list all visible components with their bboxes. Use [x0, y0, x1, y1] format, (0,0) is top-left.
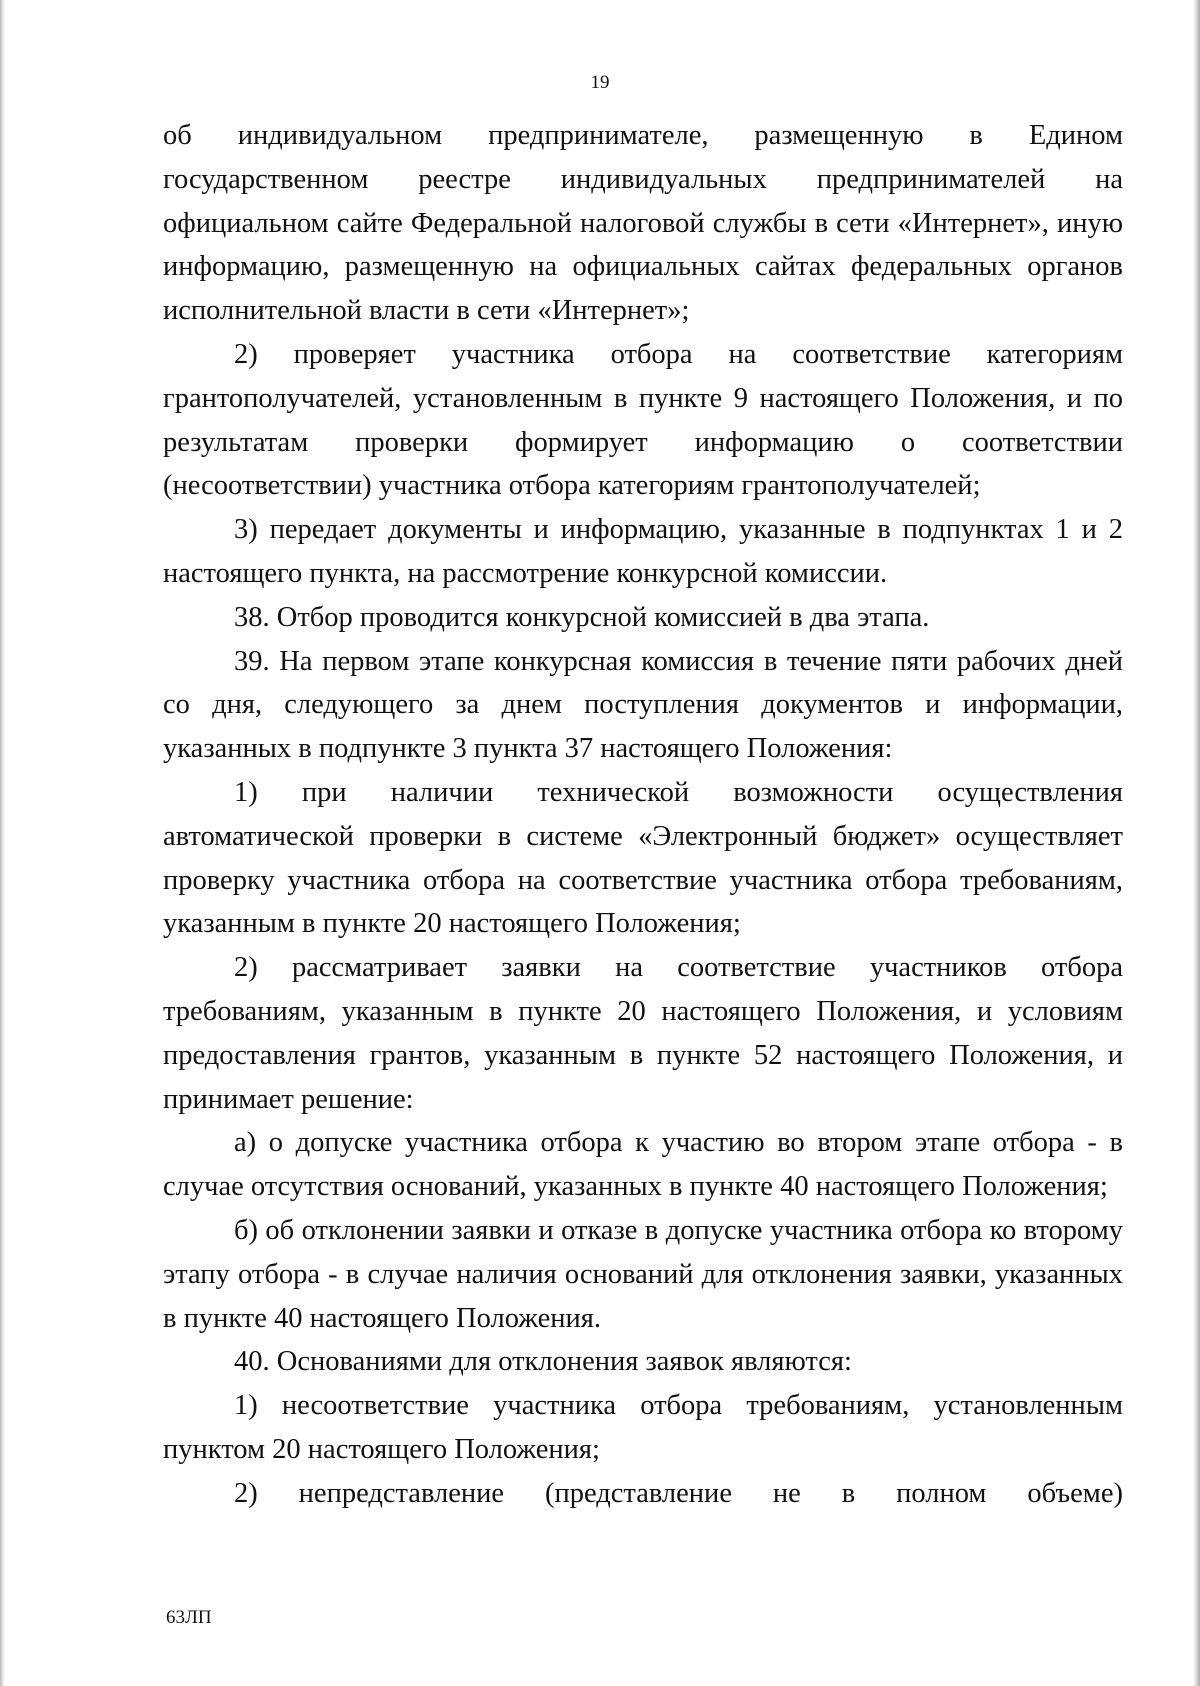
- paragraph-item-3: 3) передает документы и информацию, указанные в подпунктах 1 и 2 настоящего пункта, на рассмотрение конкурсной комиссии.: [163, 514, 1123, 589]
- paragraph-39-item-1: 1) при наличии технической возможности осуществления автоматической проверки в системе «Электронный бюджет» осуществляет проверку участника отбора на соответствие участника отбора требованиям, указанным в пункте 20 настоящего Положения;: [163, 776, 1123, 940]
- footer-document-code: 63ЛП: [166, 1607, 212, 1628]
- paragraph-39-subitem-b: б) об отклонении заявки и отказе в допуске участника отбора ко второму этапу отбора - в случае наличия оснований для отклонения заявки, указанных в пункте 40 настоящего Положения.: [163, 1214, 1123, 1334]
- paragraph-39-subitem-a: а) о допуске участника отбора к участию во втором этапе отбора - в случае отсутствия оснований, указанных в пункте 40 настоящего Положения;: [163, 1127, 1123, 1203]
- scan-edge-left: [0, 0, 5, 1686]
- paragraph-40-item-1: 1) несоответствие участника отбора требованиям, установленным пунктом 20 настоящего Положения;: [163, 1390, 1123, 1465]
- document-body: [163, 114, 1123, 1516]
- scan-edge-right: [1193, 0, 1200, 1686]
- paragraph-continuation: об индивидуальном предпринимателе, размещенную в Едином государственном реестре индивидуальных предпринимателей на официальном сайте Федеральной налоговой службы в сети «Интернет», иную информацию, размещенную на официальных сайтах федеральных органов исполнительной власти в сети «Интернет»;: [163, 120, 1123, 327]
- paragraph-40-item-2: 2) непредставление (представление не в полном объеме): [234, 1477, 1123, 1509]
- paragraph-40: 40. Основаниями для отклонения заявок являются:: [234, 1346, 852, 1378]
- paragraph-38: 38. Отбор проводится конкурсной комиссией в два этапа.: [234, 601, 930, 633]
- page-number: 19: [590, 72, 610, 93]
- paragraph-item-2: 2) проверяет участника отбора на соответствие категориям грантополучателей, установленным в пункте 9 настоящего Положения, и по результатам проверки формирует информацию о соответствии (несоответствии) участника отбора категориям грантополучателей;: [163, 338, 1123, 502]
- paragraph-39: 39. На первом этапе конкурсная комиссия в течение пяти рабочих дней со дня, следующего за днем поступления документов и информации, указанных в подпункте 3 пункта 37 настоящего Положения:: [163, 645, 1123, 765]
- paragraph-39-item-2: 2) рассматривает заявки на соответствие участников отбора требованиям, указанным в пункте 20 настоящего Положения, и условиям предоставления грантов, указанным в пункте 52 настоящего Положения, и принимает решение:: [163, 952, 1123, 1115]
